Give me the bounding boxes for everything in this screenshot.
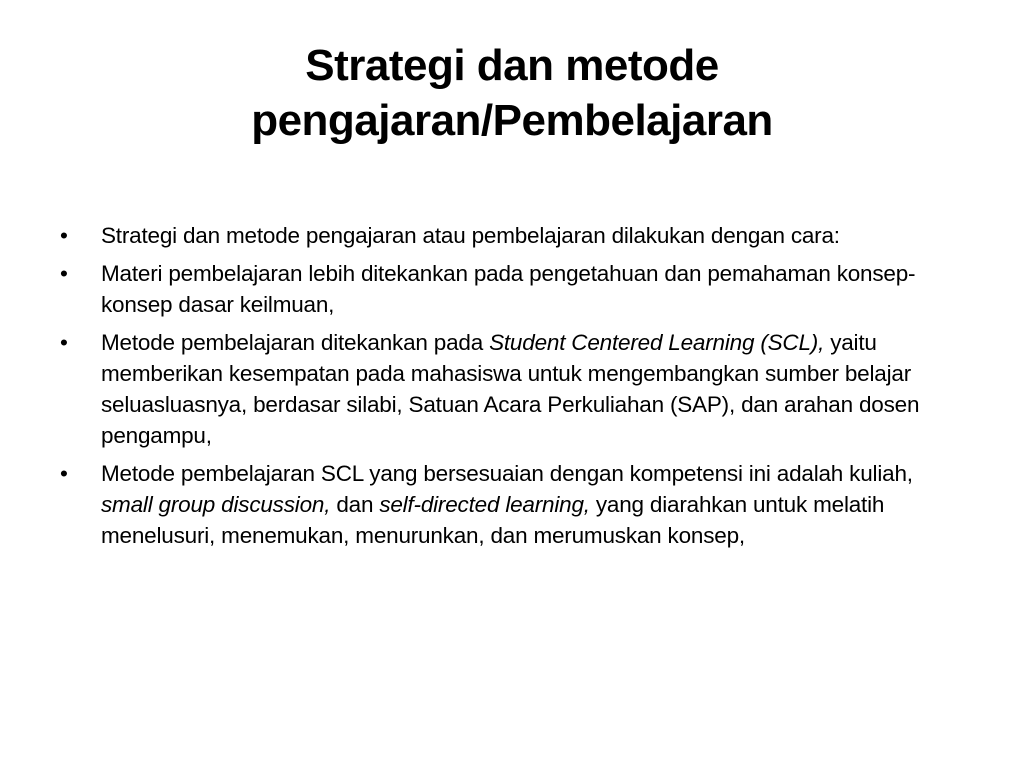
bullet-text-before: Metode pembelajaran SCL yang bersesuaian dengan kompetensi ini adalah kuliah, [101, 461, 913, 486]
bullet-item-2 [60, 258, 970, 320]
bullet-text-after: yaitu memberikan kesempatan pada mahasiswa untuk mengembangkan sumber belajar seluasluasnya, berdasar silabi, Satuan Acara Perkuliahan (SAP), dan arahan dosen pengampu, [101, 330, 920, 448]
slide-title-line-2: pengajaran/Pembelajaran [251, 96, 773, 146]
bullet-text-after: yang diarahkan untuk melatih menelusuri, menemukan, menurunkan, dan merumuskan konsep, [101, 492, 885, 548]
bullet-item-1 [60, 220, 970, 251]
bullet-italic-term: Student Centered Learning (SCL), [489, 330, 825, 355]
slide-title [60, 38, 964, 149]
bullet-item-3 [60, 327, 970, 451]
slide-title-line-1: Strategi dan metode [305, 41, 719, 90]
bullet-text-middle: dan [330, 492, 380, 517]
bullet-text: Materi pembelajaran lebih ditekankan pada pengetahuan dan pemahaman konsep-konsep dasar keilmuan, [101, 261, 916, 317]
bullet-text: Strategi dan metode pengajaran atau pembelajaran dilakukan dengan cara: [101, 223, 840, 248]
bullet-text-before: Metode pembelajaran ditekankan pada [101, 330, 490, 355]
bullet-list [60, 220, 970, 558]
bullet-italic-term-1: small group discussion, [101, 492, 331, 517]
bullet-icon: • [60, 261, 68, 286]
bullet-icon: • [60, 461, 68, 486]
bullet-icon: • [60, 223, 68, 248]
bullet-italic-term-2: self-directed learning, [379, 492, 590, 517]
bullet-icon: • [60, 330, 68, 355]
bullet-item-4 [60, 458, 970, 551]
